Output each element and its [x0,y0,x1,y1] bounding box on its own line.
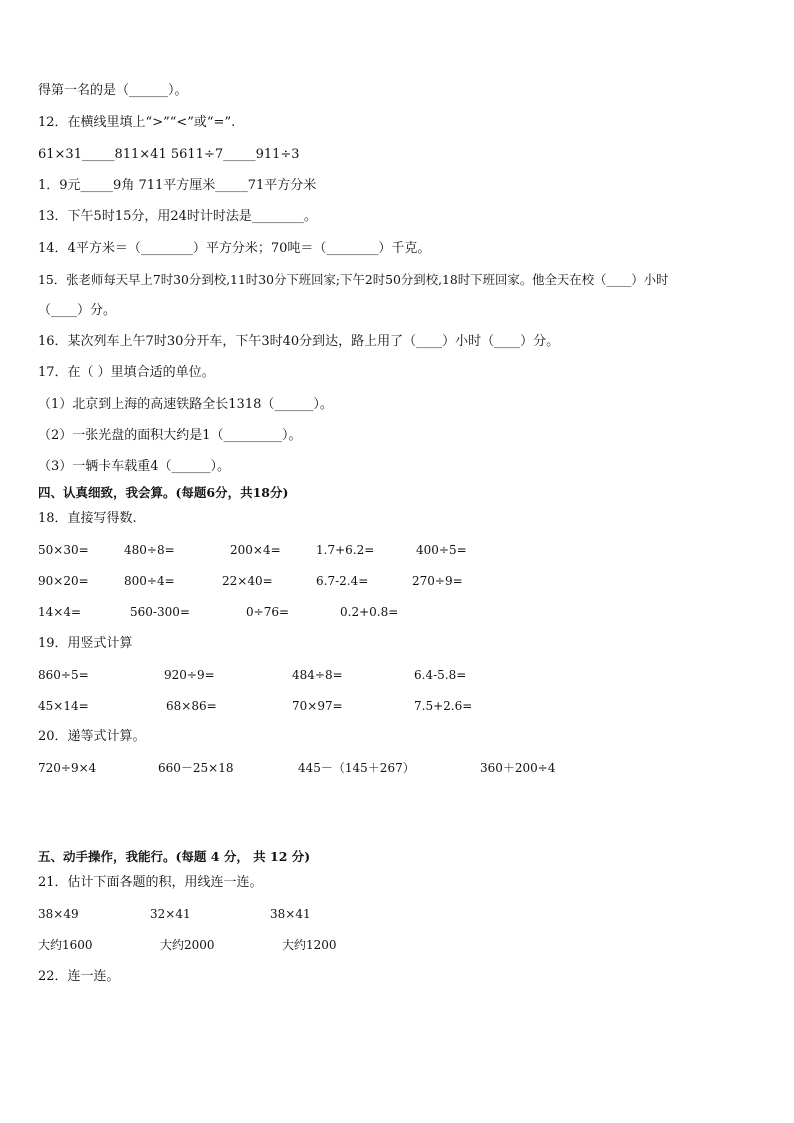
q19-item: 45×14= [38,699,89,713]
q20-item: 660－25×18 [158,761,234,775]
q19-item: 68×86= [166,699,217,713]
q20-item: 720÷9×4 [38,761,97,775]
q21-product: 38×41 [270,907,311,921]
q18-item: 560-300= [130,605,190,619]
q20-title: 20．递等式计算。 [38,729,146,744]
q21-answer: 大约2000 [160,938,215,952]
q20-item: 445－（145＋267） [298,761,415,775]
q17-part2: （2）一张光盘的面积大约是1（_________）。 [38,428,302,443]
q21-answer: 大约1200 [282,938,337,952]
q18-item: 480÷8= [124,543,175,557]
q18-title: 18．直接写得数. [38,511,137,526]
q14: 14．4平方米＝（________）平方分米；70吨＝（________）千克。 [38,241,431,256]
q18-item: 0÷76= [246,605,290,619]
q18-item: 0.2+0.8= [340,605,399,619]
q18-item: 50×30= [38,543,89,557]
q18-item: 14×4= [38,605,82,619]
q21-product: 38×49 [38,907,79,921]
q12-row1: 61×31_____811×41 5611÷7_____911÷3 [38,147,300,162]
section-5-heading: 五、动手操作，我能行。(每题 4 分， 共 12 分) [38,849,311,864]
q17-part1: （1）北京到上海的高速铁路全长1318（______）。 [38,397,333,412]
q18-item: 400÷5= [416,543,467,557]
q18-item: 1.7+6.2= [316,543,375,557]
q21-title: 21．估计下面各题的积，用线连一连。 [38,875,263,890]
q15-line2: （____）分。 [38,303,117,318]
q19-item: 7.5+2.6= [414,699,473,713]
line-first-place: 得第一名的是（______）。 [38,83,188,98]
q15-line1: 15．张老师每天早上7时30分到校,11时30分下班回家;下午2时50分到校,18时下班回家。他全天在校（____）小时 [38,272,669,287]
q17-part3: （3）一辆卡车载重4（______）。 [38,459,231,474]
q18-item: 90×20= [38,574,89,588]
q12-title: 12．在横线里填上“>”“<”或“=”. [38,115,236,130]
q22-title: 22．连一连。 [38,969,120,984]
q19-item: 920÷9= [164,668,215,682]
q19-title: 19．用竖式计算 [38,636,133,651]
q18-item: 270÷9= [412,574,463,588]
q19-item: 70×97= [292,699,343,713]
q18-item: 200×4= [230,543,281,557]
q18-item: 6.7-2.4= [316,574,369,588]
q21-answer: 大约1600 [38,938,93,952]
q20-item: 360＋200÷4 [480,761,556,775]
q19-item: 484÷8= [292,668,343,682]
q18-item: 22×40= [222,574,273,588]
q19-item: 860÷5= [38,668,89,682]
q17-title: 17．在（ ）里填合适的单位。 [38,365,215,380]
q16: 16．某次列车上午7时30分开车，下午3时40分到达，路上用了（____）小时（____）分。 [38,334,560,349]
q19-item: 6.4-5.8= [414,668,467,682]
section-4-heading: 四、认真细致，我会算。(每题6分，共18分) [38,485,289,500]
q21-product: 32×41 [150,907,191,921]
q13: 13．下午5时15分，用24时计时法是________。 [38,209,317,224]
q18-item: 800÷4= [124,574,175,588]
q12-row2: 1．9元_____9角 711平方厘米_____71平方分米 [38,178,317,193]
